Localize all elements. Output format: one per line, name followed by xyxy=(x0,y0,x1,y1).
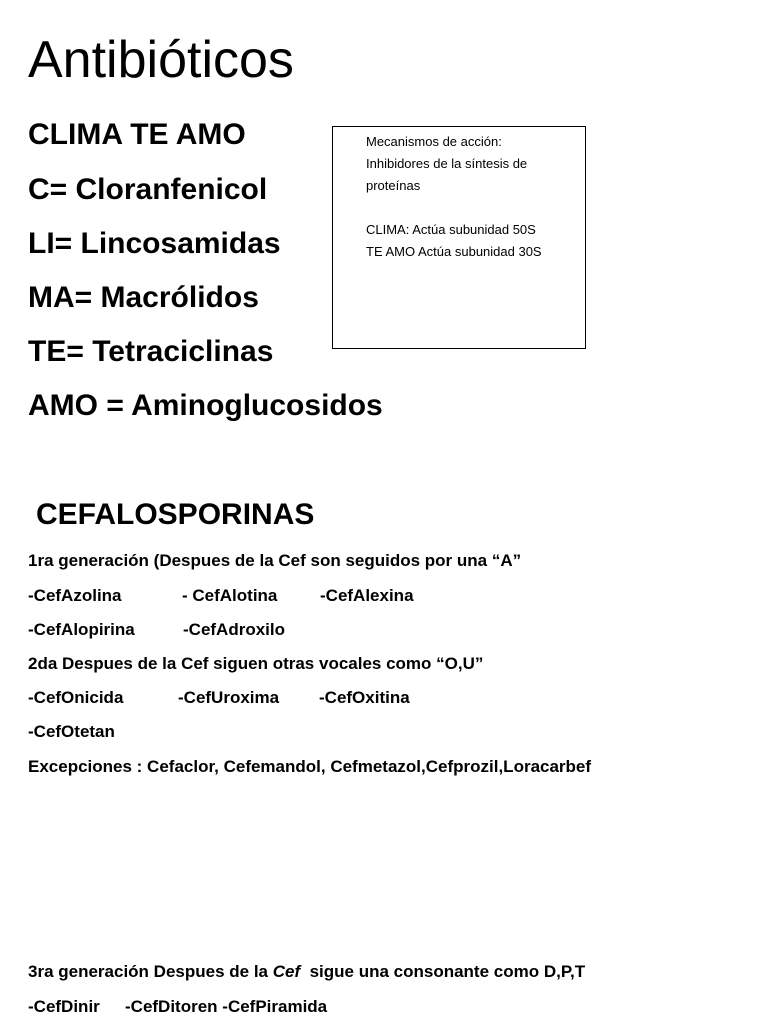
mechanism-title: Mecanismos de acción: xyxy=(366,134,502,149)
drug-cefuroxima: -CefUroxima xyxy=(178,688,280,707)
mechanism-line: Inhibidores de la síntesis de xyxy=(366,156,528,171)
section-heading-cefalosporinas: CEFALOSPORINAS xyxy=(36,498,315,531)
drug-cefalopirina: -CefAlopirina xyxy=(28,620,135,639)
page-title: Antibióticos xyxy=(28,31,294,89)
mnemonic-item-c: C= Cloranfenicol xyxy=(28,173,268,206)
drug-cefonicida: -CefOnicida xyxy=(28,688,124,707)
mnemonic-item-li: LI= Lincosamidas xyxy=(28,227,281,260)
mechanism-box xyxy=(332,126,586,349)
drug-cefadroxilo: -CefAdroxilo xyxy=(183,620,285,639)
drug-cefazolina: -CefAzolina xyxy=(28,586,122,605)
mechanism-clima-line: CLIMA: Actúa subunidad 50S xyxy=(366,222,536,237)
gen3-heading-end: sigue una consonante como D,P,T xyxy=(300,962,586,981)
mechanism-teamo-line: TE AMO Actúa subunidad 30S xyxy=(366,244,542,259)
exceptions-line: Excepciones : Cefaclor, Cefemandol, Cefmetazol,Cefprozil,Loracarbef xyxy=(28,757,592,776)
drug-cefditoren-cefpiramida: -CefDitoren -CefPiramida xyxy=(125,997,328,1016)
drug-cefdinir: -CefDinir xyxy=(28,997,100,1016)
gen3-heading xyxy=(28,963,585,980)
mnemonic-item-te: TE= Tetraciclinas xyxy=(28,335,274,368)
drug-cefoxitina: -CefOxitina xyxy=(319,688,410,707)
drug-cefalotina: - CefAlotina xyxy=(182,586,278,605)
gen3-heading-cef: Cef xyxy=(272,962,301,981)
gen2-heading: 2da Despues de la Cef siguen otras vocales como “O,U” xyxy=(28,654,484,673)
drug-cefotetan: -CefOtetan xyxy=(28,722,115,741)
drug-cefalexina: -CefAlexina xyxy=(320,586,414,605)
mnemonic-item-ma: MA= Macrólidos xyxy=(28,281,259,314)
gen3-heading-start: 3ra generación Despues de la xyxy=(28,962,273,981)
mnemonic-item-amo: AMO = Aminoglucosidos xyxy=(28,389,383,422)
gen1-heading: 1ra generación (Despues de la Cef son seguidos por una “A” xyxy=(28,551,522,570)
mechanism-line: proteínas xyxy=(366,178,421,193)
mnemonic-heading: CLIMA TE AMO xyxy=(28,118,246,151)
mechanism-spacer xyxy=(366,197,577,219)
